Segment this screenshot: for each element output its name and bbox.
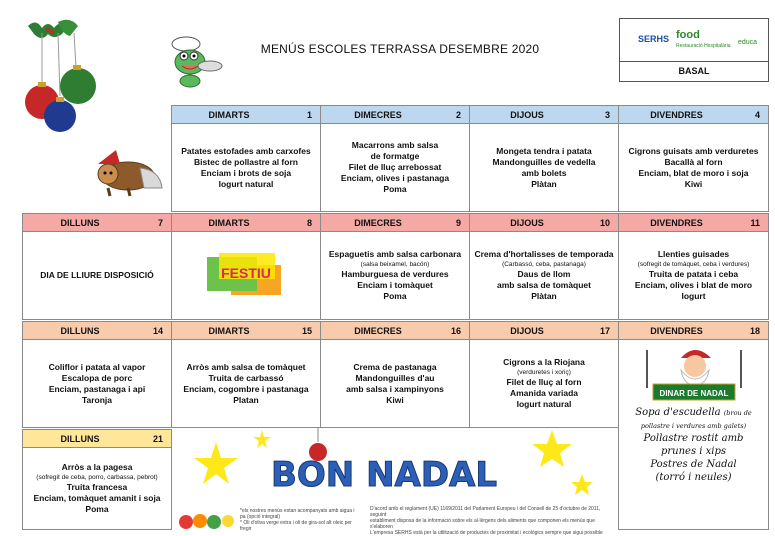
menu-dec-8 — [171, 232, 321, 320]
dinar-de-nadal-sign: DINAR DE NADAL — [659, 389, 728, 398]
week3-header-thu: DIJOUS 17 — [469, 321, 619, 340]
brand-logo — [619, 18, 769, 62]
menu-dec-7: DIA DE LLIURE DISPOSICIÓ — [22, 232, 172, 320]
menu-dec-17: Cigrons a la Riojana (verduretes i xoriç) Filet de lluç al forn Amanida variada Iogurt natural — [469, 340, 619, 428]
menu-dec-4: Cigrons guisats amb verduretes Bacallà al forn Enciam, blat de moro i soja Kiwi — [618, 124, 769, 212]
week2-header-thu: DIJOUS 10 — [469, 213, 619, 232]
week3-header-wed: DIMECRES 16 — [320, 321, 470, 340]
page-title: MENÚS ESCOLES TERRASSA DESEMBRE 2020 — [260, 42, 540, 56]
menu-dec-11: Llenties guisades (sofregit de tomàquet, ceba i verdures) Truita de patata i ceba Enciam, olives i blat de moro Iogurt — [618, 232, 769, 320]
brand-food: food — [676, 29, 700, 41]
menu-dec-18: DINAR DE NADAL Sopa d'escudella (brou de pollastre i verdures amb galets) Pollastre rostit amb prunes i xips Postres de Nadal (torró i neules) — [618, 340, 769, 530]
brand-serhs: SERHS — [638, 34, 670, 44]
week3-header-fri: DIVENDRES 18 — [618, 321, 769, 340]
menu-dec-1: Patates estofades amb carxofes Bistec de pollastre al forn Enciam i brots de soja Iogurt natural — [171, 124, 321, 212]
bon-nadal-text: BON NADAL — [270, 455, 498, 495]
menu-dec-15: Arròs amb salsa de tomàquet Truita de carbassó Enciam, cogombre i pastanaga Platan — [171, 340, 321, 428]
tio-de-nadal-icon — [88, 140, 168, 200]
brand-sub: Restauració Hospitalària — [676, 43, 731, 49]
week1-header-wed: DIMECRES 2 — [320, 105, 470, 124]
bon-nadal-banner — [172, 428, 618, 510]
week3-header-tue: DIMARTS 15 — [171, 321, 321, 340]
svg-text:FESTIU: FESTIU — [221, 264, 271, 281]
menu-dec-14: Coliflor i patata al vapor Escalopa de porc Enciam, pastanaga i api Taronja — [22, 340, 172, 428]
week1-header-fri: DIVENDRES 4 — [618, 105, 769, 124]
week2-header-wed: DIMECRES 9 — [320, 213, 470, 232]
week1-header-thu: DIJOUS 3 — [469, 105, 619, 124]
santa-icon — [629, 344, 759, 406]
menu-dec-2: Macarrons amb salsa de formatge Filet de lluç arrebossat Enciam, olives i pastanaga Poma — [320, 124, 470, 212]
vegetables-icon — [178, 510, 236, 530]
footnote-left: *els nostres menús estan acompanyats amb aigua i pa (opció integral) * Oli d'oliva verge extra i oli de gira-sol alt oleic per fregir — [240, 508, 355, 532]
diet-type: BASAL — [619, 62, 769, 82]
footnote-right: D'acord amb el reglament (UE) 1169/2011 del Parlament Europeu i del Consell de 25 d'octubre de 2011, seguint establiment disposa de la informació sobre els al·lèrgens dels aliments que componen els menús que s'elaboren L'empresa SERHS està per la utilització de productes de proximitat i ecològics sempre que sigui possible — [370, 506, 603, 536]
menu-dec-21: Arròs a la pagesa (sofregit de ceba, porro, carbassa, pebrot) Truita francesa Enciam, tomàquet amanit i soja Poma — [22, 448, 172, 530]
week3-header-mon: DILLUNS 14 — [22, 321, 172, 340]
week4-header-mon: DILLUNS 21 — [22, 429, 172, 448]
week2-header-tue: DIMARTS 8 — [171, 213, 321, 232]
festiu-icon — [201, 251, 291, 301]
christmas-ornaments-icon — [18, 18, 98, 133]
menu-dec-9: Espaguetis amb salsa carbonara (salsa beixamel, bacón) Hamburguesa de verdures Enciam i tomàquet Poma — [320, 232, 470, 320]
week2-header-mon: DILLUNS 7 — [22, 213, 172, 232]
menu-dec-16: Crema de pastanaga Mandonguilles d'au amb salsa i xampinyons Kiwi — [320, 340, 470, 428]
week1-header-tue: DIMARTS 1 — [171, 105, 321, 124]
brand-educa: educa — [738, 39, 758, 46]
week2-header-fri: DIVENDRES 11 — [618, 213, 769, 232]
menu-dec-10: Crema d'hortalisses de temporada (Carbassó, ceba, pastanaga) Daus de llom amb salsa de tomàquet Plàtan — [469, 232, 619, 320]
menu-dec-3: Mongeta tendra i patata Mandonguilles de vedella amb bolets Plàtan — [469, 124, 619, 212]
